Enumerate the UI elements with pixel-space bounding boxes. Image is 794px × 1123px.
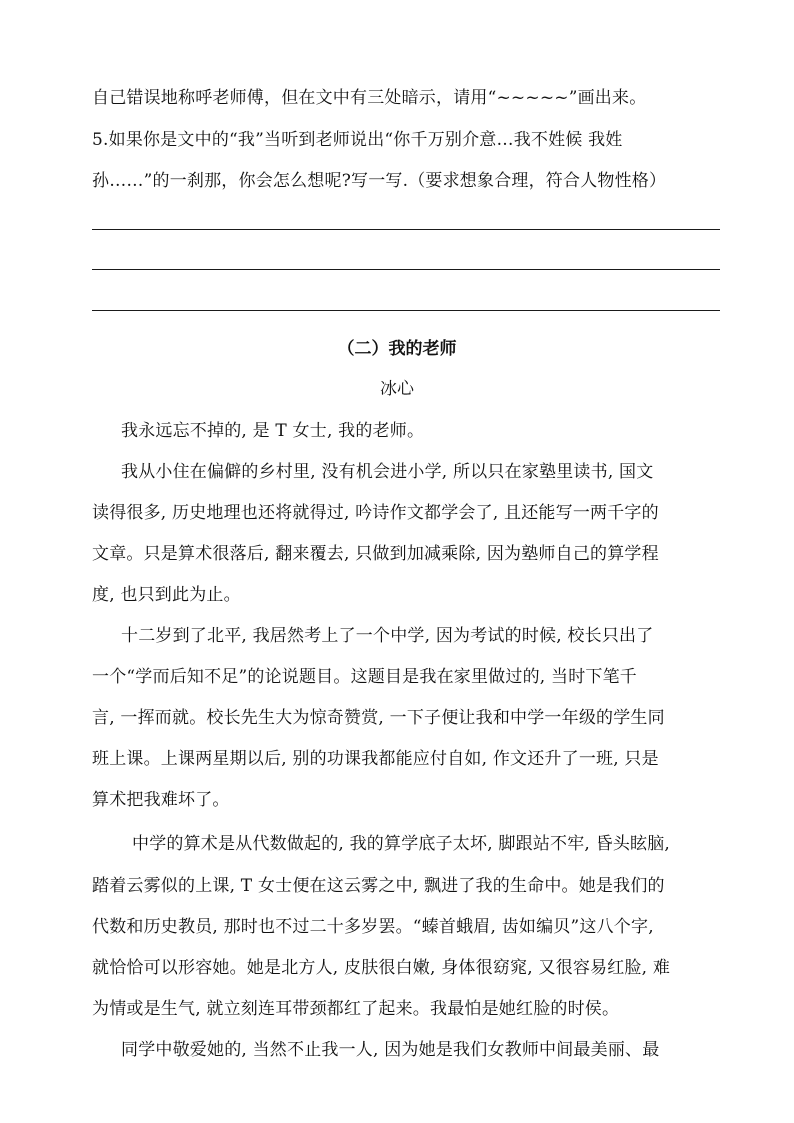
paragraph-3-line-3: 言, 一挥而就。校长先生大为惊奇赞赏, 一下子便让我和中学一年级的学生同 [92,708,665,728]
essay-title: （二）我的老师 [337,339,457,359]
question-5-line-2: 孙……”的一刹那，你会怎么想呢?写一写.（要求想象合理，符合人物性格） [92,171,667,191]
paragraph-4-line-4: 就恰恰可以形容她。她是北方人, 皮肤很白嫩, 身体很窈窕, 又很容易红脸, 难 [92,958,671,978]
paragraph-4-line-2: 踏着云雾似的上课, T 女士便在这云雾之中, 飘进了我的生命中。她是我们的 [92,876,665,896]
paragraph-5-line-1: 同学中敬爱她的, 当然不止我一人, 因为她是我们女教师中间最美丽、最 [121,1040,660,1060]
answer-line-2[interactable] [92,269,720,270]
question-5-line-1: 5.如果你是文中的“我”当听到老师说出“你千万别介意…我不姓候 我姓 [92,130,623,150]
paragraph-2-line-2: 读得很多, 历史地理也还将就得过, 吟诗作文都学会了, 且还能写一两千字的 [92,503,659,523]
paragraph-3-line-4: 班上课。上课两星期以后, 别的功课我都能应付自如, 作文还升了一班, 只是 [92,749,659,769]
paragraph-4-line-1: 中学的算术是从代数做起的, 我的算学底子太坏, 脚跟站不牢, 昏头眩脑, [132,834,671,854]
paragraph-3-line-1: 十二岁到了北平, 我居然考上了一个中学, 因为考试的时候, 校长只出了 [121,626,654,646]
paragraph-2-line-1: 我从小住在偏僻的乡村里, 没有机会进小学, 所以只在家塾里读书, 国文 [121,462,654,482]
paragraph-1-line-1: 我永远忘不掉的, 是 T 女士, 我的老师。 [121,421,425,441]
paragraph-2-line-3: 文章。只是算术很落后, 翻来覆去, 只做到加减乘除, 因为塾师自己的算学程 [92,544,659,564]
paragraph-4-line-5: 为情或是生气, 就立刻连耳带颈都红了起来。我最怕是她红脸的时侯。 [92,999,620,1019]
essay-author: 冰心 [380,379,414,399]
question-hint-line: 自己错误地称呼老师傅，但在文中有三处暗示，请用“~~~~~”画出来。 [92,88,647,108]
paragraph-3-line-2: 一个“学而后知不足”的论说题目。这题目是我在家里做过的, 当时下笔千 [92,667,637,687]
paragraph-2-line-4: 度, 也只到此为止。 [92,585,241,605]
answer-line-3[interactable] [92,310,720,311]
paragraph-4-line-3: 代数和历史教员, 那时也不过二十多岁罢。“螓首蛾眉, 齿如编贝”这八个字, [92,917,654,937]
answer-line-1[interactable] [92,229,720,230]
paragraph-3-line-5: 算术把我难坏了。 [92,790,230,810]
